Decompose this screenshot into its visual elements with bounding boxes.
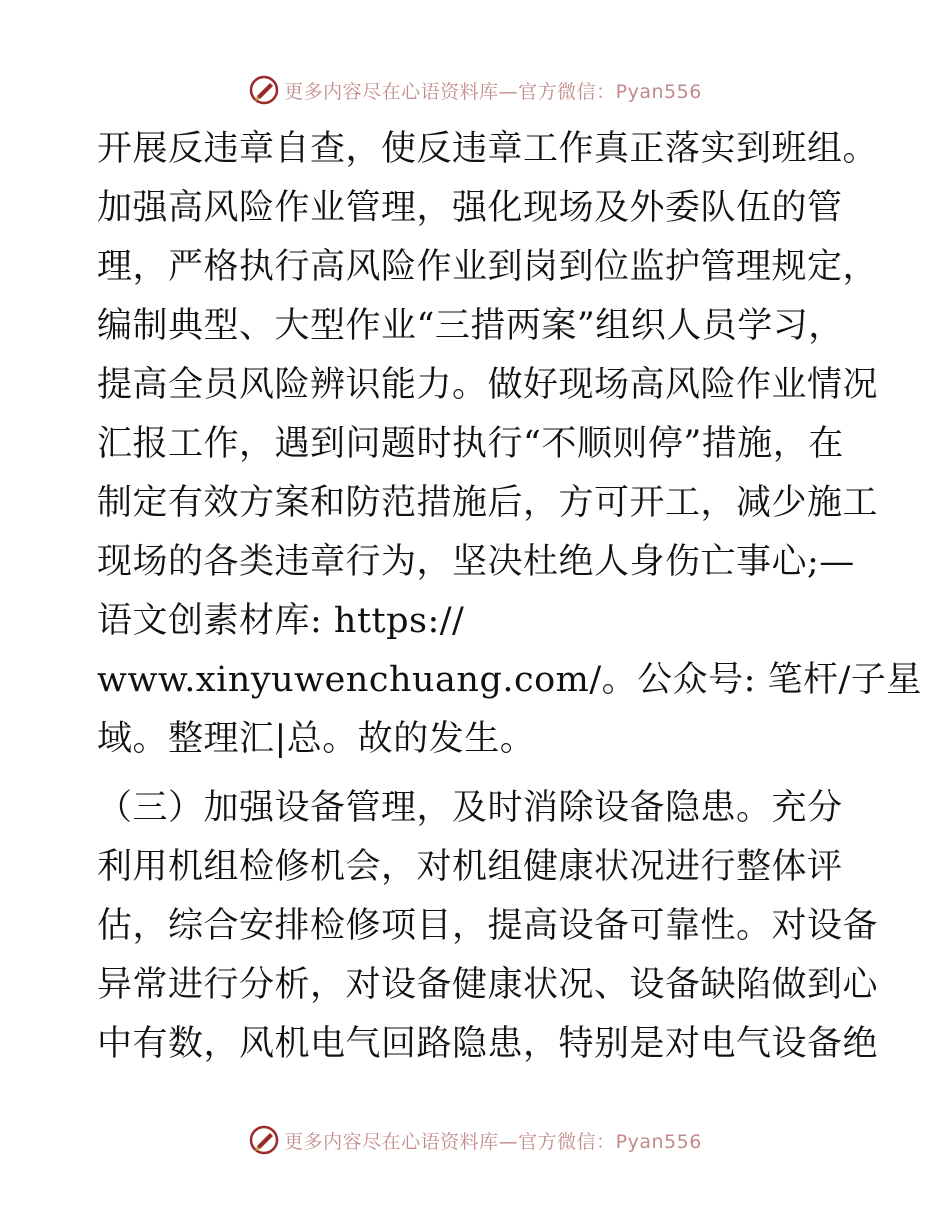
- text-line: 语文创素材库: https://: [97, 601, 465, 641]
- text-line: 提高全员风险辨识能力。做好现场高风险作业情况: [97, 365, 879, 405]
- text-line: 制定有效方案和防范措施后，方可开工，减少施工: [97, 483, 879, 523]
- pen-logo-icon: [248, 1124, 280, 1156]
- text-line: 域。整理汇|总。故的发生。: [97, 719, 536, 759]
- footer-text: 更多内容尽在心语资料库—官方微信：Pyan556: [284, 1130, 702, 1153]
- text-line: 异常进行分析，对设备健康状况、设备缺陷做到心: [97, 965, 879, 1005]
- text-line: 理，严格执行高风险作业到岗到位监护管理规定，: [97, 247, 879, 287]
- section-heading-line: （三）加强设备管理，及时消除设备隐患。充分: [97, 788, 843, 828]
- text-line: 中有数，风机电气回路隐患，特别是对电气设备绝: [97, 1024, 879, 1064]
- text-line: 汇报工作，遇到问题时执行“不顺则停”措施，在: [97, 424, 844, 464]
- page-footer: [0, 1120, 950, 1160]
- header-text: 更多内容尽在心语资料库—官方微信：Pyan556: [284, 80, 702, 103]
- pen-logo-icon: [248, 74, 280, 106]
- text-line: 加强高风险作业管理，强化现场及外委队伍的管: [97, 188, 843, 228]
- text-line: 现场的各类违章行为，坚决杜绝人身伤亡事心;—: [97, 542, 855, 582]
- document-body: [97, 120, 922, 1074]
- text-line: 利用机组检修机会，对机组健康状况进行整体评: [97, 847, 843, 887]
- text-line: 估，综合安排检修项目，提高设备可靠性。对设备: [97, 906, 879, 946]
- text-line: 编制典型、大型作业“三措两案”组织人员学习，: [97, 306, 844, 346]
- page-header: [0, 70, 950, 110]
- text-line: 开展反违章自查，使反违章工作真正落实到班组。: [97, 129, 879, 169]
- text-line: www.xinyuwenchuang.com/。公众号: 笔杆/子星: [97, 660, 922, 700]
